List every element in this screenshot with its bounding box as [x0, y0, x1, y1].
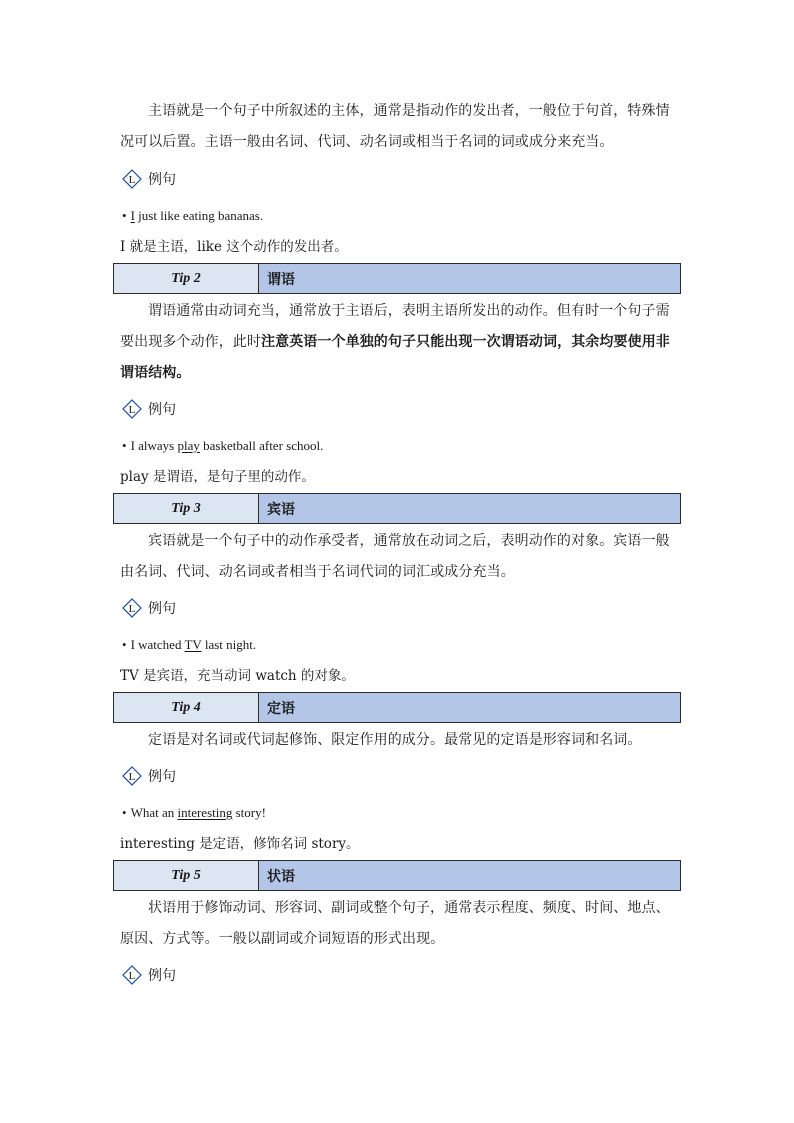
bullet-dot: •	[122, 805, 127, 820]
example-heading	[122, 765, 176, 787]
example-sentence	[122, 803, 266, 823]
tip-title: 状语	[259, 861, 680, 890]
example-icon	[122, 965, 142, 985]
svg-text:L: L	[128, 404, 136, 416]
underlined-word: TV	[184, 637, 202, 652]
sentence-text: last night.	[201, 637, 257, 652]
tip-paragraph: 定语是对名词或代词起修饰、限定作用的成分。最常见的定语是形容词和名词。	[148, 732, 642, 748]
example-note: interesting 是定语，修饰名词 story。	[120, 836, 360, 852]
tip-paragraph: 宾语就是一个句子中的动作承受者，通常放在动词之后，表明动作的对象。宾语一般由名词、代词、动名词或者相当于名词代词的词汇或成分充当。	[120, 533, 670, 580]
bullet-dot: •	[122, 637, 127, 652]
svg-text:L: L	[128, 174, 136, 186]
svg-text:L: L	[128, 603, 136, 615]
sentence-text: What an	[130, 805, 178, 820]
emphasis-text: 注意英语一个单独的句子只能出现一次谓语动词，其余均要使用非谓语结构。	[120, 334, 670, 381]
example-heading	[122, 398, 176, 420]
example-note: play 是谓语，是句子里的动作。	[120, 469, 315, 485]
tip-paragraph	[120, 296, 680, 389]
underlined-word: I	[130, 208, 135, 223]
svg-text:L: L	[128, 771, 136, 783]
underlined-word: interesting	[177, 805, 233, 820]
sentence-text: I watched	[130, 637, 185, 652]
bullet-dot: •	[122, 208, 127, 223]
tip-number: Tip 5	[114, 861, 259, 890]
example-sentence	[122, 635, 256, 655]
bullet-dot: •	[122, 438, 127, 453]
example-heading	[122, 597, 176, 619]
sentence-text: just like eating bananas.	[134, 208, 264, 223]
example-label: 例句	[148, 172, 176, 188]
underlined-word: play	[177, 438, 200, 453]
example-note: TV 是宾语，充当动词 watch 的对象。	[120, 668, 355, 684]
body-text: 谓语通常由动词充当，通常放于主语后，表明主语所发出的动作。但有时一个句子需要出现多个动作，此时	[120, 303, 670, 350]
tip-title: 宾语	[259, 494, 680, 523]
tip-header	[113, 860, 681, 891]
intro-paragraph: 主语就是一个句子中所叙述的主体，通常是指动作的发出者，一般位于句首，特殊情况可以后置。主语一般由名词、代词、动名词或相当于名词的词或成分来充当。	[120, 103, 670, 150]
example-sentence	[122, 436, 323, 456]
example-heading	[122, 168, 176, 190]
example-icon	[122, 598, 142, 618]
tip-number: Tip 3	[114, 494, 259, 523]
tip-number: Tip 2	[114, 264, 259, 293]
svg-text:L: L	[128, 970, 136, 982]
sentence-text: story!	[232, 805, 266, 820]
example-icon	[122, 169, 142, 189]
tip-paragraph: 状语用于修饰动词、形容词、副词或整个句子，通常表示程度、频度、时间、地点、原因、方式等。一般以副词或介词短语的形式出现。	[120, 900, 670, 947]
example-label: 例句	[148, 769, 176, 785]
example-heading	[122, 964, 176, 986]
example-label: 例句	[148, 402, 176, 418]
tip-title: 定语	[259, 693, 680, 722]
sentence-text: I always	[130, 438, 178, 453]
example-icon	[122, 766, 142, 786]
example-label: 例句	[148, 601, 176, 617]
example-icon	[122, 399, 142, 419]
example-note: I 就是主语，like 这个动作的发出者。	[120, 239, 348, 255]
tip-header	[113, 692, 681, 723]
sentence-text: basketball after school.	[199, 438, 324, 453]
tip-title: 谓语	[259, 264, 680, 293]
tip-header	[113, 493, 681, 524]
tip-header	[113, 263, 681, 294]
tip-number: Tip 4	[114, 693, 259, 722]
example-label: 例句	[148, 968, 176, 984]
example-sentence	[122, 206, 263, 226]
